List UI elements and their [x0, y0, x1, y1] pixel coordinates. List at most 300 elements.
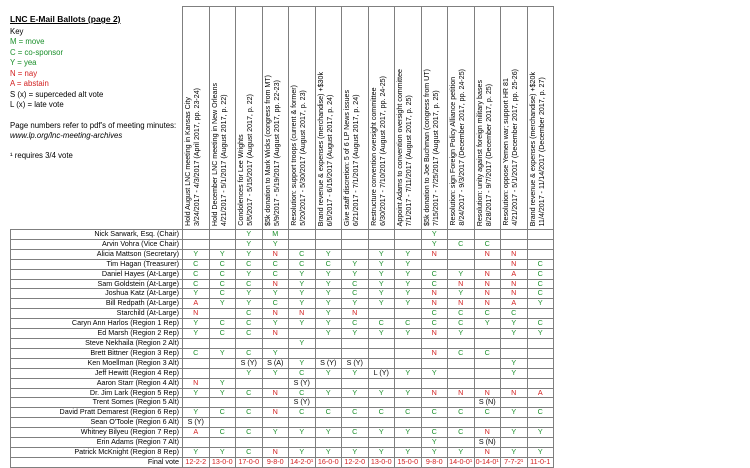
vote-cell: S (Y)	[315, 358, 342, 368]
vote-cell	[395, 418, 422, 428]
vote-cell	[262, 378, 289, 388]
vote-cell: Y	[527, 428, 554, 438]
vote-cell: A	[501, 269, 528, 279]
vote-cell: N	[501, 279, 528, 289]
vote-cell	[368, 230, 395, 240]
vote-cell: Y	[209, 348, 236, 358]
vote-cell	[342, 418, 369, 428]
vote-cell: C	[236, 428, 263, 438]
ballot-description	[529, 72, 547, 226]
member-row	[11, 230, 554, 240]
vote-cell: C	[421, 428, 448, 438]
vote-cell	[395, 309, 422, 319]
vote-cell	[395, 239, 422, 249]
vote-cell	[368, 358, 395, 368]
ballot-dates: 6/5/2017 - 6/15/2017 (August 2017, p. 24)	[325, 94, 334, 226]
vote-cell	[368, 309, 395, 319]
vote-cell	[368, 438, 395, 448]
final-vote-tally: 11-0-1	[527, 457, 554, 467]
vote-cell: C	[342, 408, 369, 418]
vote-cell: C	[448, 428, 475, 438]
vote-cell	[527, 418, 554, 428]
vote-cell	[289, 418, 316, 428]
vote-cell	[315, 398, 342, 408]
vote-cell: Y	[395, 259, 422, 269]
vote-cell	[448, 230, 475, 240]
vote-cell	[501, 378, 528, 388]
vote-cell: Y	[183, 388, 210, 398]
ballot-motion: Hold August LNC meeting in Kansas City	[184, 97, 192, 226]
vote-cell	[183, 398, 210, 408]
vote-cell	[474, 358, 501, 368]
vote-cell	[289, 239, 316, 249]
vote-cell	[474, 329, 501, 339]
vote-cell: Y	[315, 299, 342, 309]
vote-cell: Y	[368, 249, 395, 259]
ballot-column-header	[368, 7, 395, 230]
ballot-dates: 8/24/2017 - 9/3/2017 (December 2017, pp. 24-25)	[457, 69, 466, 226]
vote-cell: Y	[289, 279, 316, 289]
vote-cell	[421, 418, 448, 428]
member-row	[11, 299, 554, 309]
ballot-dates: 7/15/2017 - 7/25/2017 (August 2017, p. 25)	[431, 90, 440, 226]
ballot-description	[264, 75, 282, 226]
ballot-dates: 4/21/2017 - 5/1/2017 (December 2017, pp. 25-26)	[510, 69, 519, 226]
vote-cell: Y	[262, 289, 289, 299]
legend-item: M = move	[10, 37, 45, 46]
ballot-description	[317, 72, 335, 226]
vote-cell: Y	[342, 388, 369, 398]
vote-cell: S (Y)	[183, 418, 210, 428]
ballot-description	[370, 76, 388, 226]
vote-cell: C	[501, 309, 528, 319]
ballot-motion: Give staff discretion: 5 of 6 LP News issues	[343, 89, 351, 226]
final-vote-tally: 7-7-2¹	[501, 457, 528, 467]
vote-cell	[527, 230, 554, 240]
final-vote-tally: 15-0-0	[395, 457, 422, 467]
vote-cell: C	[262, 259, 289, 269]
vote-cell: C	[342, 428, 369, 438]
vote-cell: Y	[421, 447, 448, 457]
vote-cell	[262, 438, 289, 448]
vote-cell: Y	[236, 269, 263, 279]
vote-cell: Y	[527, 447, 554, 457]
vote-cell: N	[262, 408, 289, 418]
vote-cell: Y	[501, 319, 528, 329]
vote-cell: Y	[262, 348, 289, 358]
vote-cell: Y	[183, 447, 210, 457]
vote-cell: C	[474, 239, 501, 249]
vote-cell	[315, 239, 342, 249]
vote-cell	[209, 239, 236, 249]
vote-cell: C	[315, 408, 342, 418]
vote-cell	[209, 309, 236, 319]
vote-cell: Y	[501, 368, 528, 378]
final-vote-tally: 16-0-0	[315, 457, 342, 467]
vote-cell: C	[236, 279, 263, 289]
vote-cell: S (Y)	[289, 378, 316, 388]
vote-cell: Y	[183, 289, 210, 299]
vote-cell: Y	[315, 388, 342, 398]
vote-cell: C	[289, 368, 316, 378]
vote-cell	[368, 239, 395, 249]
vote-cell: Y	[236, 239, 263, 249]
vote-cell: Y	[315, 447, 342, 457]
ballot-description	[290, 85, 308, 226]
member-row	[11, 338, 554, 348]
ballot-column-header	[289, 7, 316, 230]
vote-cell	[315, 348, 342, 358]
vote-cell	[448, 438, 475, 448]
vote-cell	[289, 348, 316, 358]
vote-cell	[315, 338, 342, 348]
vote-cell	[501, 338, 528, 348]
vote-cell: Y	[262, 239, 289, 249]
ballot-dates: 6/30/2017 - 7/10/2017 (August 2017, pp. 24-25)	[378, 76, 387, 226]
ballot-description	[502, 69, 520, 226]
final-vote-tally: 12-2-0	[342, 457, 369, 467]
vote-cell	[395, 378, 422, 388]
ballot-motion: Resolution: support troops (current & former)	[290, 85, 298, 226]
vote-cell: C	[474, 348, 501, 358]
ballot-column-header	[474, 7, 501, 230]
vote-cell: N	[262, 309, 289, 319]
vote-cell: Y	[262, 368, 289, 378]
vote-cell	[395, 438, 422, 448]
vote-cell	[315, 230, 342, 240]
vote-cell: Y	[183, 249, 210, 259]
vote-cell: C	[474, 309, 501, 319]
vote-cell: N	[421, 348, 448, 358]
vote-cell: Y	[289, 338, 316, 348]
member-name: Bill Redpath (At-Large)	[11, 299, 183, 309]
vote-cell: Y	[368, 289, 395, 299]
vote-cell: Y	[289, 358, 316, 368]
ballot-column-header	[421, 7, 448, 230]
legend-key-heading: Key	[10, 26, 24, 36]
vote-cell	[368, 378, 395, 388]
legend-item: N = nay	[10, 68, 38, 78]
member-name: Tim Hagan (Treasurer)	[11, 259, 183, 269]
vote-cell	[236, 438, 263, 448]
vote-cell	[368, 418, 395, 428]
ballot-description	[396, 69, 414, 226]
final-vote-label: Final vote	[11, 457, 183, 467]
member-name: Nick Sarwark, Esq. (Chair)	[11, 230, 183, 240]
vote-cell	[342, 438, 369, 448]
member-name: Ed Marsh (Region 2 Rep)	[11, 329, 183, 339]
vote-cell: C	[474, 408, 501, 418]
vote-cell	[183, 338, 210, 348]
vote-cell: C	[262, 269, 289, 279]
vote-cell: Y	[368, 299, 395, 309]
vote-cell	[474, 368, 501, 378]
vote-cell: Y	[501, 408, 528, 418]
vote-cell	[448, 398, 475, 408]
vote-cell: Y	[395, 299, 422, 309]
ballot-column-header	[448, 7, 475, 230]
ballot-description	[343, 90, 361, 226]
ballot-motion: Restructure convention oversight committee	[369, 87, 378, 226]
vote-cell: C	[236, 259, 263, 269]
ballot-motion: $5k donation to Joe Buchman (congress from UT)	[422, 69, 431, 226]
vote-cell: N	[421, 329, 448, 339]
vote-cell: C	[342, 319, 369, 329]
vote-cell: N	[474, 388, 501, 398]
vote-cell	[368, 348, 395, 358]
footnote: ¹ requires 3/4 vote	[10, 150, 73, 160]
vote-cell: C	[421, 279, 448, 289]
vote-cell: Y	[368, 388, 395, 398]
ballot-dates: 5/5/2017 - 5/15/2017 (August 2017, p. 22)	[245, 94, 254, 226]
vote-cell: Y	[209, 388, 236, 398]
vote-cell: C	[527, 279, 554, 289]
member-row	[11, 319, 554, 329]
member-name: Ken Moellman (Region 3 Alt)	[11, 358, 183, 368]
ballot-description	[449, 69, 467, 226]
vote-cell	[448, 418, 475, 428]
vote-cell	[315, 438, 342, 448]
member-row	[11, 259, 554, 269]
vote-cell: Y	[395, 279, 422, 289]
vote-cell: Y	[421, 368, 448, 378]
ballot-column-header	[236, 7, 263, 230]
vote-cell: Y	[342, 368, 369, 378]
vote-cell	[342, 378, 369, 388]
vote-cell: C	[342, 289, 369, 299]
vote-cell	[289, 230, 316, 240]
ballot-dates: 5/20/2017 - 5/30/2017 (August 2017, p. 23)	[298, 90, 307, 226]
vote-cell: Y	[421, 230, 448, 240]
vote-cell: S (N)	[474, 438, 501, 448]
vote-cell: Y	[395, 329, 422, 339]
vote-cell: Y	[368, 329, 395, 339]
member-name: Starchild (At-Large)	[11, 309, 183, 319]
vote-cell: Y	[501, 329, 528, 339]
ballot-dates: 3/24/2017 - 4/3/2017 (April 2017, pp. 23-24)	[192, 87, 201, 226]
ballot-column-header	[527, 7, 554, 230]
legend-item: L (x) = late vote	[10, 100, 64, 109]
member-row	[11, 329, 554, 339]
vote-cell	[448, 249, 475, 259]
vote-cell	[421, 378, 448, 388]
vote-cell: Y	[236, 249, 263, 259]
vote-cell	[501, 438, 528, 448]
vote-cell	[289, 329, 316, 339]
ballot-motion: $5k donation to Mark Wicks (congress from MT)	[263, 75, 272, 226]
vote-cell: C	[183, 279, 210, 289]
vote-cell	[262, 338, 289, 348]
vote-cell	[474, 259, 501, 269]
ballot-description	[211, 83, 229, 226]
vote-cell	[183, 230, 210, 240]
vote-cell: C	[527, 269, 554, 279]
vote-cell	[236, 338, 263, 348]
final-vote-tally: 9-8-0	[421, 457, 448, 467]
vote-cell	[448, 259, 475, 269]
vote-cell: C	[527, 259, 554, 269]
vote-cell: N	[474, 279, 501, 289]
ballot-column-header	[342, 7, 369, 230]
legend-item: A = abstain	[10, 79, 49, 88]
ballot-dates: 6/21/2017 - 7/1/2017 (August 2017, p. 24)	[351, 94, 360, 226]
vote-cell: M	[262, 230, 289, 240]
member-name: Steve Nekhaila (Region 2 Alt)	[11, 338, 183, 348]
vote-cell: Y	[342, 299, 369, 309]
vote-cell: A	[183, 428, 210, 438]
ballot-column-header	[262, 7, 289, 230]
header-corner	[11, 7, 183, 230]
vote-cell	[395, 230, 422, 240]
member-row	[11, 249, 554, 259]
ballot-motion: Appoint Adams to convention oversight committee	[396, 68, 404, 226]
vote-cell: Y	[236, 230, 263, 240]
vote-cell	[236, 398, 263, 408]
member-row	[11, 438, 554, 448]
vote-cell: Y	[315, 289, 342, 299]
vote-cell	[236, 418, 263, 428]
vote-cell: C	[236, 348, 263, 358]
vote-cell: C	[236, 408, 263, 418]
header-row	[11, 7, 554, 230]
vote-cell	[527, 368, 554, 378]
vote-cell: Y	[315, 269, 342, 279]
member-row	[11, 388, 554, 398]
ballot-motion: Resolution: unity against foreign military bases	[475, 79, 484, 226]
vote-cell: C	[448, 309, 475, 319]
vote-cell: N	[262, 447, 289, 457]
vote-cell: N	[421, 388, 448, 398]
vote-cell: Y	[209, 249, 236, 259]
vote-cell: Y	[448, 447, 475, 457]
member-name: Alicia Mattson (Secretary)	[11, 249, 183, 259]
vote-cell	[527, 309, 554, 319]
vote-cell: Y	[395, 447, 422, 457]
ballot-motion: Resolution: sign Foreign Policy Alliance petition	[449, 77, 457, 226]
ballot-column-header	[501, 7, 528, 230]
vote-cell	[315, 378, 342, 388]
vote-cell: N	[289, 309, 316, 319]
vote-cell	[421, 398, 448, 408]
ballot-motion: Hold December LNC meeting in New Orleans	[210, 82, 219, 226]
legend-item: C = co-sponsor	[10, 47, 64, 57]
member-row	[11, 378, 554, 388]
vote-cell: C	[527, 289, 554, 299]
vote-cell: Y	[501, 428, 528, 438]
vote-cell: Y	[236, 368, 263, 378]
vote-cell: C	[236, 447, 263, 457]
vote-cell	[421, 358, 448, 368]
vote-cell: Y	[209, 299, 236, 309]
vote-cell: Y	[315, 428, 342, 438]
vote-cell: C	[448, 348, 475, 358]
vote-cell	[421, 259, 448, 269]
vote-cell: Y	[289, 447, 316, 457]
vote-cell: C	[209, 289, 236, 299]
member-name: Sean O'Toole (Region 6 Alt)	[11, 418, 183, 428]
ballot-column-header	[209, 7, 236, 230]
vote-cell	[342, 348, 369, 358]
vote-cell: Y	[395, 269, 422, 279]
member-name: Joshua Katz (At-Large)	[11, 289, 183, 299]
vote-cell: A	[527, 388, 554, 398]
vote-cell: N	[421, 289, 448, 299]
vote-cell: N	[183, 378, 210, 388]
vote-cell: C	[236, 329, 263, 339]
vote-cell	[368, 338, 395, 348]
ballot-column-header	[315, 7, 342, 230]
vote-cell: Y	[342, 269, 369, 279]
vote-cell	[315, 418, 342, 428]
vote-cell: Y	[183, 319, 210, 329]
ballot-motion: Resolution: oppose Yemen war; support HR 81	[502, 78, 510, 226]
vote-cell	[342, 398, 369, 408]
member-row	[11, 408, 554, 418]
vote-cell: Y	[289, 289, 316, 299]
vote-cell	[527, 239, 554, 249]
vote-cell: Y	[421, 239, 448, 249]
vote-cell: N	[448, 299, 475, 309]
vote-cell: Y	[527, 329, 554, 339]
vote-cell: Y	[315, 249, 342, 259]
vote-cell	[448, 338, 475, 348]
member-row	[11, 289, 554, 299]
vote-cell: Y	[368, 269, 395, 279]
vote-cell: N	[474, 289, 501, 299]
member-row	[11, 428, 554, 438]
vote-cell: C	[236, 319, 263, 329]
member-name: Sam Goldstein (At-Large)	[11, 279, 183, 289]
member-row	[11, 358, 554, 368]
ballot-motion: Brand revenue & expenses (merchandise) +$20k	[528, 71, 537, 226]
vote-cell: C	[527, 319, 554, 329]
vote-cell: C	[209, 319, 236, 329]
vote-cell	[395, 358, 422, 368]
vote-cell	[395, 398, 422, 408]
vote-cell: C	[421, 319, 448, 329]
vote-cell: N	[183, 309, 210, 319]
member-name: Trent Somes (Region 5 Alt)	[11, 398, 183, 408]
vote-cell: C	[421, 309, 448, 319]
page-title: LNC E-Mail Ballots (page 2)	[10, 14, 121, 24]
vote-cell	[262, 418, 289, 428]
vote-cell: N	[421, 249, 448, 259]
vote-cell: Y	[395, 249, 422, 259]
vote-cell: C	[289, 259, 316, 269]
vote-cell: C	[368, 408, 395, 418]
ballot-dates: 8/28/2017 - 9/7/2017 (December 2017, p. 25)	[484, 83, 493, 226]
vote-cell	[209, 368, 236, 378]
ballot-motion: Brand revenue & expenses (merchandise) +$30k	[316, 71, 325, 226]
vote-cell: Y	[395, 368, 422, 378]
ballot-description	[184, 88, 202, 226]
vote-cell	[527, 358, 554, 368]
member-name: Daniel Hayes (At-Large)	[11, 269, 183, 279]
vote-cell: S (Y)	[342, 358, 369, 368]
vote-cell: C	[289, 388, 316, 398]
member-name: Patrick McKnight (Region 8 Rep)	[11, 447, 183, 457]
vote-cell: N	[501, 289, 528, 299]
vote-cell	[527, 249, 554, 259]
vote-cell: C	[183, 348, 210, 358]
vote-cell: C	[315, 259, 342, 269]
vote-cell	[183, 438, 210, 448]
vote-cell: N	[474, 269, 501, 279]
ballot-description	[476, 80, 494, 226]
vote-cell: N	[262, 279, 289, 289]
vote-cell: C	[421, 408, 448, 418]
vote-cell: Y	[395, 289, 422, 299]
